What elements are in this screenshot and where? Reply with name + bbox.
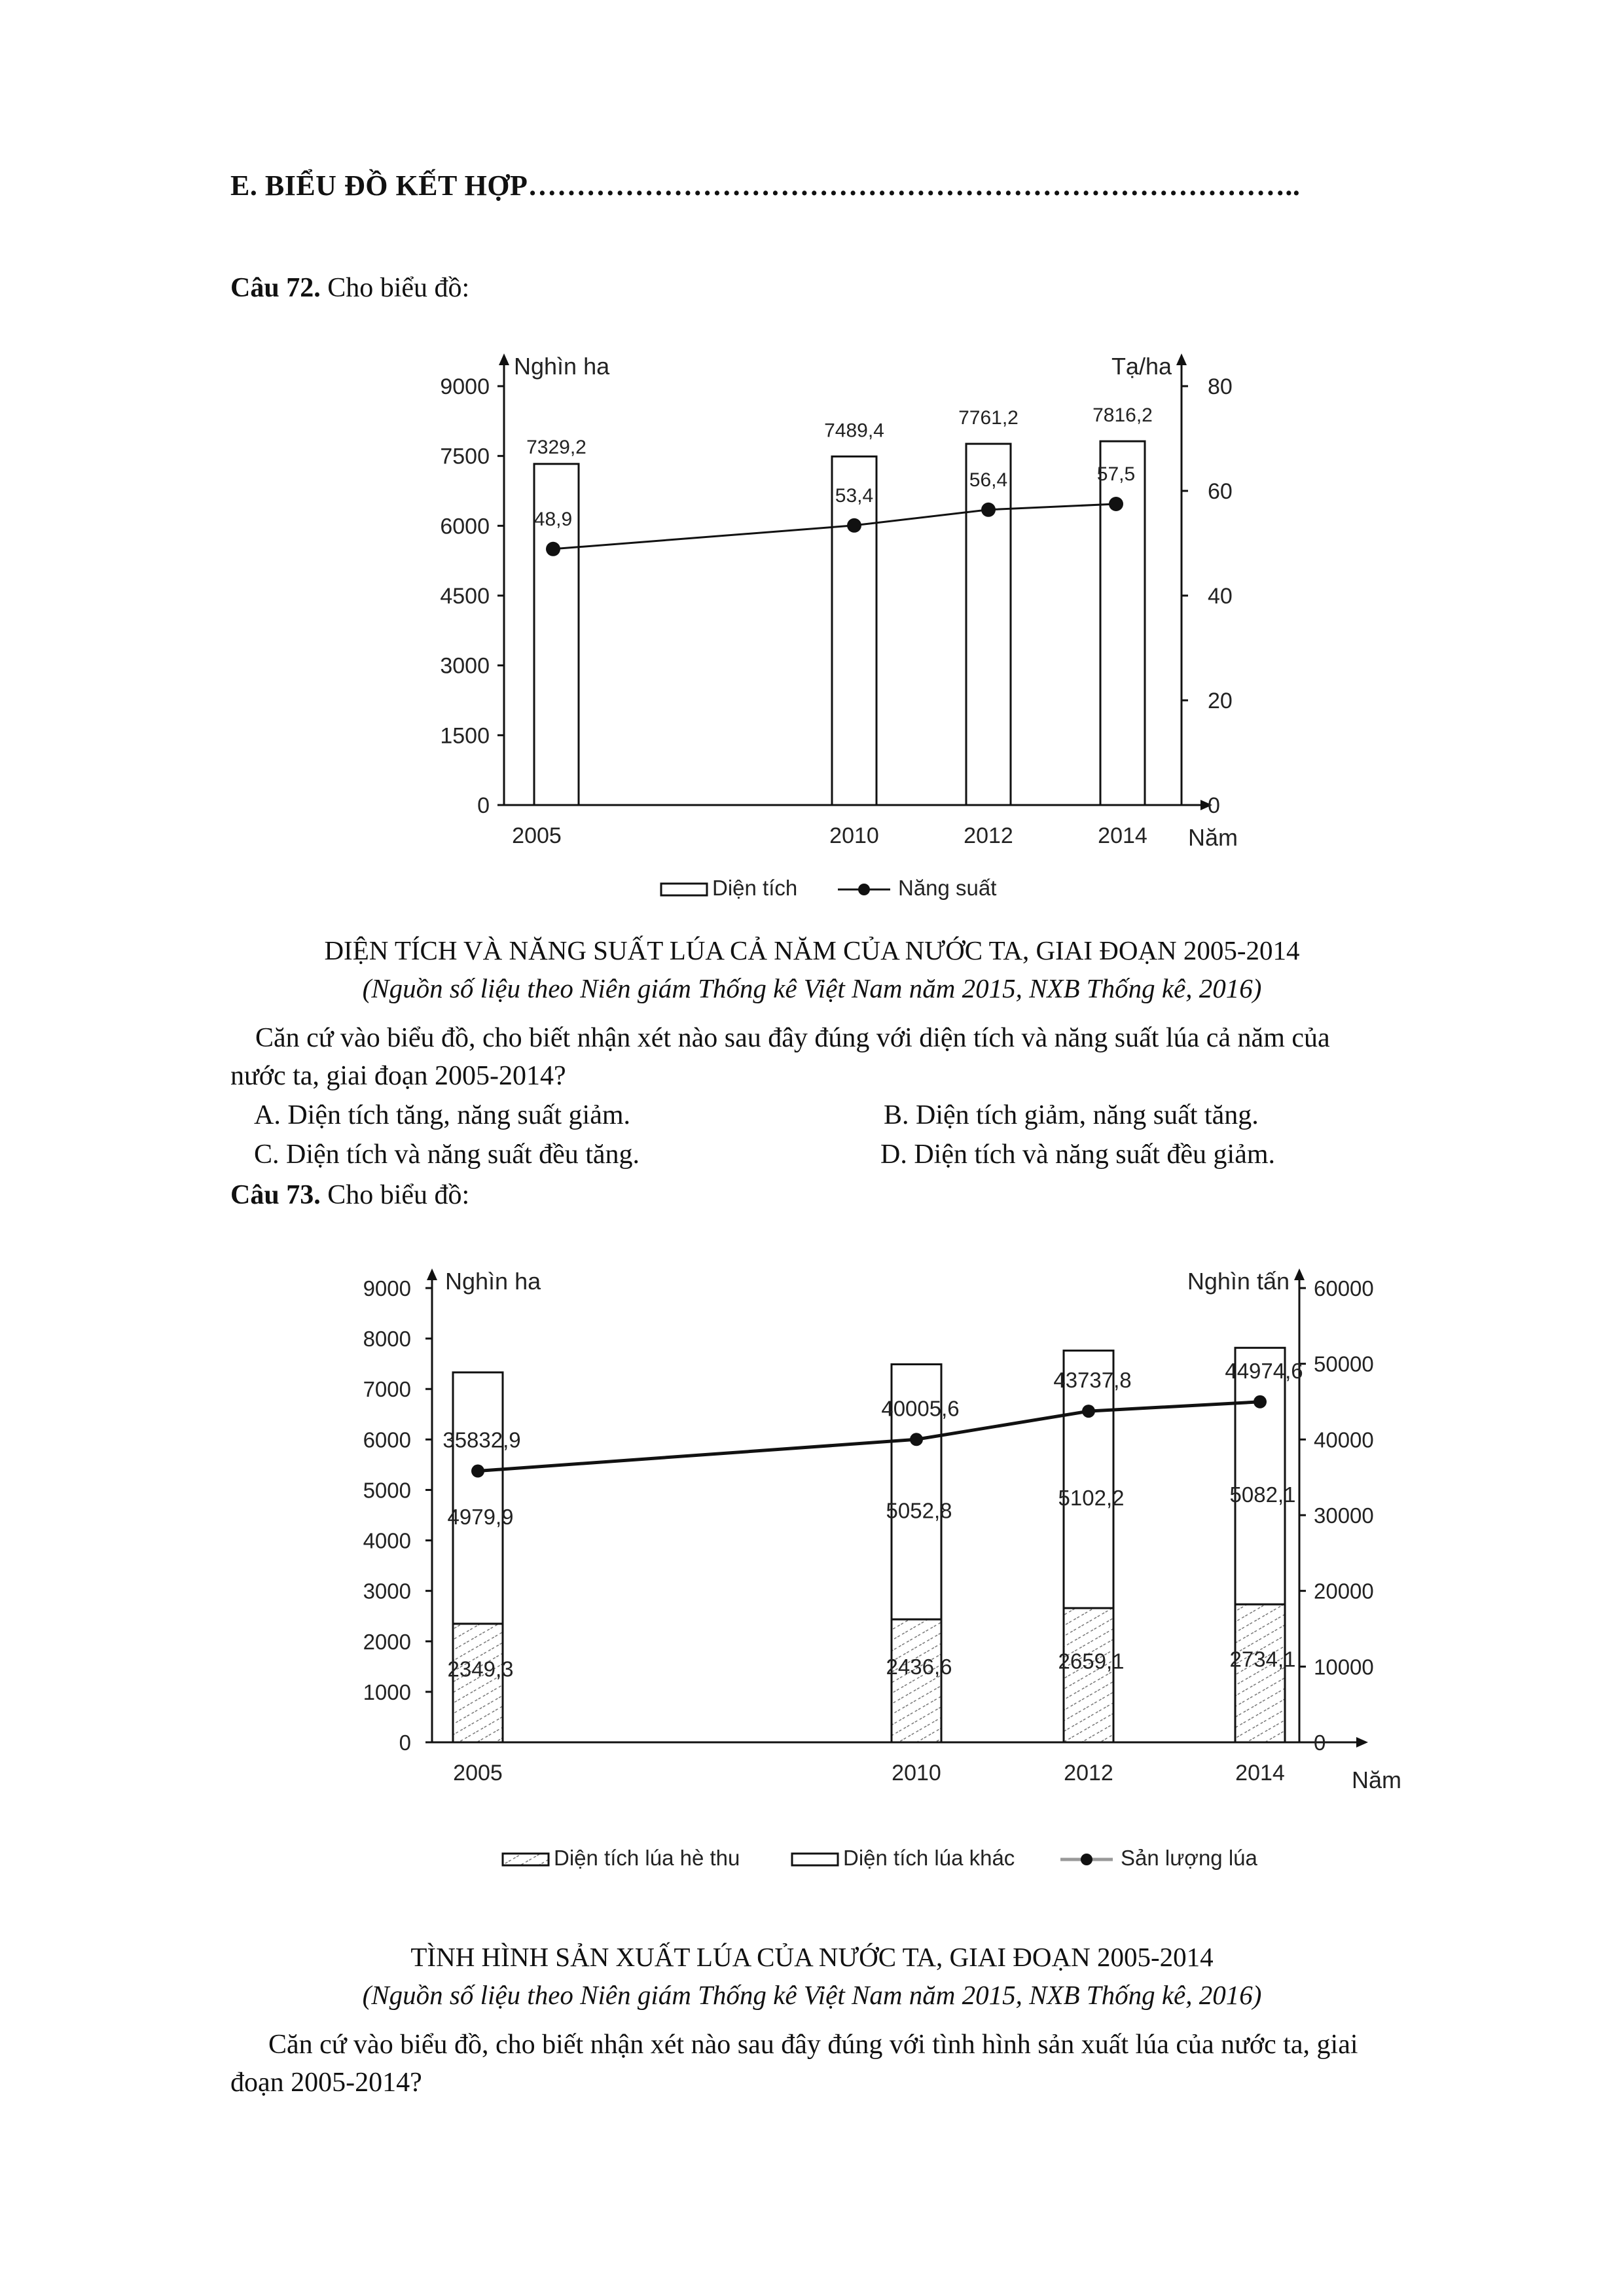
q73-intro-text: Cho biểu đồ: xyxy=(327,1180,470,1210)
chart-1-x-tick-label: 2010 xyxy=(829,823,879,848)
chart-1-left-tick-label: 6000 xyxy=(440,514,490,539)
chart-1-left-unit: Nghìn ha xyxy=(514,353,610,380)
q73-intro xyxy=(230,1179,469,1211)
chart-1-right-axis-arrow xyxy=(1176,353,1187,365)
chart-2-bar-khac xyxy=(1235,1348,1285,1604)
chart-2-x-tick-label: 2005 xyxy=(453,1761,503,1785)
chart-1-bar xyxy=(1100,441,1145,805)
chart-2-right-tick-label: 20000 xyxy=(1314,1579,1374,1604)
chart-1-bar xyxy=(966,444,1011,805)
chart-2-right-tick-label: 60000 xyxy=(1314,1276,1374,1300)
chart-2-x-tick-label: 2012 xyxy=(1064,1761,1113,1785)
chart-2-bar-hethu xyxy=(1235,1604,1285,1742)
q73-chart-caption: TÌNH HÌNH SẢN XUẤT LÚA CỦA NƯỚC TA, GIAI ĐOẠN 2005-2014 xyxy=(410,1942,1214,1972)
chart-2-left-tick-label: 1000 xyxy=(363,1679,411,1704)
q72-question-line1: Căn cứ vào biểu đồ, cho biết nhận xét nào sau đây đúng với diện tích và năng suất lúa cả năm của xyxy=(255,1023,1330,1053)
chart-2-legend-khac-label: Diện tích lúa khác xyxy=(843,1846,1015,1870)
chart-2-right-tick-label: 30000 xyxy=(1314,1503,1374,1528)
chart-2-left-axis-arrow xyxy=(427,1268,437,1280)
chart-2-right-tick-label: 0 xyxy=(1314,1731,1326,1755)
chart-1-x-tick-label: 2014 xyxy=(1098,823,1147,848)
chart-2-bar-hethu xyxy=(1064,1608,1113,1742)
chart-2-line xyxy=(478,1402,1260,1471)
chart-1-line-label: 48,9 xyxy=(533,508,573,530)
chart-2-x-tick-label: 2010 xyxy=(892,1761,941,1785)
chart-2-bar-khac-label: 4979,9 xyxy=(447,1504,514,1529)
chart-1-right-unit: Tạ/ha xyxy=(1111,353,1172,380)
chart-2-x-tick-label: 2014 xyxy=(1235,1761,1285,1785)
chart-2-right-tick-label: 50000 xyxy=(1314,1352,1374,1376)
chart-2-line-point xyxy=(1082,1405,1095,1418)
chart-2-right-axis-arrow xyxy=(1294,1268,1305,1280)
chart-2-right-tick-label: 10000 xyxy=(1314,1655,1374,1679)
chart-1-bar xyxy=(832,456,876,805)
chart-2-bar-hethu xyxy=(453,1624,503,1742)
chart-2-x-axis-arrow xyxy=(1356,1737,1368,1748)
chart-1-x-tick-label: 2012 xyxy=(964,823,1013,848)
chart-1 xyxy=(393,340,1309,916)
chart-2-line-point xyxy=(1254,1395,1267,1408)
chart-1-right-tick-label: 40 xyxy=(1208,584,1233,609)
chart-2-left-tick-label: 2000 xyxy=(363,1629,411,1654)
chart-2-left-tick-label: 7000 xyxy=(363,1377,411,1402)
chart-1-left-tick-label: 0 xyxy=(477,793,490,818)
chart-2-left-tick-label: 9000 xyxy=(363,1276,411,1300)
chart-1-bar-label: 7761,2 xyxy=(958,407,1019,429)
chart-1-left-tick-label: 9000 xyxy=(440,374,490,399)
chart-1-x-tick-label: 2005 xyxy=(512,823,562,848)
q72-option-a[interactable]: A. Diện tích tăng, năng suất giảm. xyxy=(254,1100,631,1130)
chart-2-legend-hethu-swatch xyxy=(503,1854,549,1865)
q72-chart-source: (Nguồn số liệu theo Niên giám Thống kê Việt Nam năm 2015, NXB Thống kê, 2016) xyxy=(362,973,1262,1003)
q72-intro-text: Cho biểu đồ: xyxy=(327,273,470,303)
q72-option-d[interactable]: D. Diện tích và năng suất đều giảm. xyxy=(880,1139,1276,1170)
chart-2-line-point xyxy=(910,1433,923,1446)
chart-2-legend-khac-swatch xyxy=(792,1854,838,1865)
chart-1-legend-line-marker xyxy=(858,884,870,895)
chart-1-right-tick-label: 60 xyxy=(1208,479,1233,504)
chart-2-line-label: 40005,6 xyxy=(881,1396,960,1421)
chart-1-left-axis-arrow xyxy=(499,353,509,365)
chart-2-bar-khac-label: 5102,2 xyxy=(1058,1486,1125,1511)
chart-2 xyxy=(327,1257,1440,1885)
chart-1-bar-label: 7816,2 xyxy=(1092,404,1153,427)
q72-option-b[interactable]: B. Diện tích giảm, năng suất tăng. xyxy=(884,1100,1259,1130)
q72-label: Câu 72. xyxy=(230,273,321,303)
chart-2-x-unit: Năm xyxy=(1352,1767,1402,1793)
chart-2-left-tick-label: 8000 xyxy=(363,1327,411,1352)
chart-1-right-tick-label: 0 xyxy=(1208,793,1220,818)
chart-2-legend-hethu-label: Diện tích lúa hè thu xyxy=(554,1846,740,1870)
chart-2-bar-khac xyxy=(453,1372,503,1624)
chart-2-left-tick-label: 0 xyxy=(399,1731,411,1755)
chart-1-left-tick-label: 1500 xyxy=(440,723,490,749)
chart-1-line-label: 57,5 xyxy=(1096,463,1136,485)
chart-2-left-unit: Nghìn ha xyxy=(445,1268,541,1295)
chart-1-left-tick-label: 3000 xyxy=(440,653,490,679)
chart-2-bar-hethu-label: 2734,1 xyxy=(1229,1647,1296,1672)
chart-1-legend-bar-label: Diện tích xyxy=(712,876,798,900)
chart-2-bar-hethu-label: 2659,1 xyxy=(1058,1649,1125,1674)
chart-2-left-tick-label: 3000 xyxy=(363,1579,411,1604)
chart-2-left-tick-label: 4000 xyxy=(363,1528,411,1553)
chart-1-line-label: 56,4 xyxy=(969,469,1008,491)
chart-2-legend-line-marker xyxy=(1081,1854,1092,1865)
chart-1-x-unit: Năm xyxy=(1188,824,1238,851)
chart-2-right-unit: Nghìn tấn xyxy=(1187,1268,1290,1295)
chart-2-line-label: 35832,9 xyxy=(442,1427,521,1452)
chart-1-line-point xyxy=(981,503,996,517)
chart-1-line-point xyxy=(847,518,861,533)
chart-1-right-tick-label: 20 xyxy=(1208,689,1233,713)
q73-question-line1: Căn cứ vào biểu đồ, cho biết nhận xét nào sau đây đúng với tình hình sản xuất lúa của nước ta, giai xyxy=(268,2030,1358,2060)
chart-1-left-tick-label: 7500 xyxy=(440,444,490,469)
q72-intro xyxy=(230,272,469,304)
chart-2-right-tick-label: 40000 xyxy=(1314,1427,1374,1452)
chart-2-bar-khac-label: 5082,1 xyxy=(1229,1482,1296,1507)
chart-2-bar-hethu-label: 2349,3 xyxy=(447,1657,514,1681)
chart-1-bar-label: 7329,2 xyxy=(526,436,586,458)
q72-question-line2: nước ta, giai đoạn 2005-2014? xyxy=(230,1061,566,1091)
chart-1-left-tick-label: 4500 xyxy=(440,584,490,609)
chart-1-line-label: 53,4 xyxy=(835,484,874,507)
chart-2-line-label: 43737,8 xyxy=(1053,1368,1132,1393)
chart-1-line-point xyxy=(546,542,560,556)
q72-option-c[interactable]: C. Diện tích và năng suất đều tăng. xyxy=(254,1139,640,1170)
chart-2-bar-hethu xyxy=(892,1619,941,1742)
chart-1-bar-label: 7489,4 xyxy=(824,420,884,442)
q73-label: Câu 73. xyxy=(230,1180,321,1210)
chart-2-line-label: 44974,6 xyxy=(1225,1358,1303,1383)
chart-2-legend-line-label: Sản lượng lúa xyxy=(1121,1846,1257,1870)
q73-chart-source: (Nguồn số liệu theo Niên giám Thống kê Việt Nam năm 2015, NXB Thống kê, 2016) xyxy=(362,1980,1262,2010)
chart-1-legend-bar-swatch xyxy=(661,884,707,895)
chart-1-right-tick-label: 80 xyxy=(1208,374,1233,399)
chart-2-bar-khac-label: 5052,8 xyxy=(886,1498,952,1523)
chart-2-left-tick-label: 6000 xyxy=(363,1427,411,1452)
chart-2-left-tick-label: 5000 xyxy=(363,1478,411,1503)
q73-question-line2: đoạn 2005-2014? xyxy=(230,2068,422,2098)
q72-chart-caption: DIỆN TÍCH VÀ NĂNG SUẤT LÚA CẢ NĂM CỦA NƯỚC TA, GIAI ĐOẠN 2005-2014 xyxy=(324,935,1300,965)
chart-2-line-point xyxy=(471,1465,484,1478)
chart-2-bar-hethu-label: 2436,6 xyxy=(886,1655,952,1679)
chart-1-legend-line-label: Năng suất xyxy=(898,876,997,900)
chart-1-line-point xyxy=(1109,497,1123,511)
section-heading: E. BIỂU ĐỒ KẾT HỢP…………………………………………………………………….. xyxy=(230,170,1301,202)
